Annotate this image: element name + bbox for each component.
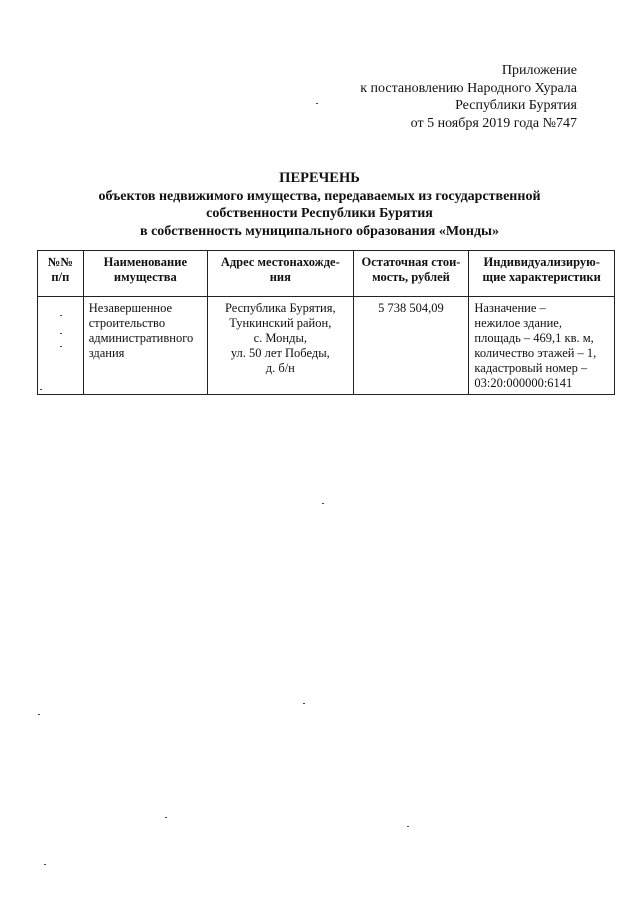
cell-address-line: Республика Бурятия, [224, 301, 336, 315]
cell-characteristics-line: площадь – 469,1 кв. м, [474, 331, 594, 345]
scan-speck [60, 333, 62, 334]
scan-speck [322, 503, 324, 504]
title-line-1: объектов недвижимого имущества, передаваемых из государственной [98, 188, 541, 204]
header-number-line-2: п/п [51, 270, 70, 284]
annex-line-2: к постановлению Народного Хурала [360, 80, 577, 96]
scan-speck [60, 315, 62, 316]
table-header-row [38, 251, 615, 297]
scan-speck [407, 826, 409, 827]
header-address-line-2: ния [269, 270, 291, 284]
scan-speck [60, 346, 62, 347]
header-name [83, 251, 207, 297]
scan-speck [40, 389, 42, 390]
header-name-line-1: Наименование [103, 255, 188, 269]
header-number [38, 251, 84, 297]
document-title [0, 170, 639, 240]
table-row [38, 297, 615, 395]
scan-speck [44, 864, 46, 865]
cell-name [83, 297, 207, 395]
cell-characteristics-line: 03:20:000000:6141 [474, 376, 573, 390]
annex-line-4: от 5 ноября 2019 года №747 [410, 115, 577, 131]
cell-cost [353, 297, 469, 395]
cell-name-line: строительство [88, 316, 166, 330]
header-cost-line-2: мость, рублей [372, 270, 450, 284]
header-address [208, 251, 354, 297]
title-line-3: в собственность муниципального образования «Монды» [140, 223, 499, 239]
cell-address-line: с. Монды, [253, 331, 307, 345]
header-characteristics-line-2: щие характеристики [482, 270, 601, 284]
cell-name-line: здания [88, 346, 125, 360]
cell-address-line: Тункинский район, [229, 316, 332, 330]
property-table [37, 250, 615, 395]
header-cost [353, 251, 469, 297]
cell-characteristics-line: кадастровый номер – [474, 361, 588, 375]
header-characteristics-line-1: Индивидуализирую- [483, 255, 600, 269]
annex-header [360, 62, 577, 132]
scan-speck [38, 714, 40, 715]
annex-line-3: Республики Бурятия [455, 98, 577, 113]
header-name-line-2: имущества [113, 270, 177, 284]
scan-speck [316, 103, 318, 104]
cell-characteristics [469, 297, 615, 395]
header-characteristics [469, 251, 615, 297]
annex-line-1: Приложение [501, 63, 577, 78]
title-heading: ПЕРЕЧЕНЬ [279, 170, 360, 186]
header-address-line-1: Адрес местонахожде- [220, 255, 340, 269]
cell-name-line: Незавершенное [88, 301, 173, 315]
cell-cost-value: 5 738 504,09 [378, 301, 444, 315]
cell-characteristics-line: нежилое здание, [474, 316, 562, 330]
cell-characteristics-line: количество этажей – 1, [474, 346, 597, 360]
cell-characteristics-line: Назначение – [474, 301, 546, 315]
scan-speck [165, 817, 167, 818]
header-cost-line-1: Остаточная стои- [361, 255, 461, 269]
cell-address [208, 297, 354, 395]
header-number-line-1: №№ [47, 255, 73, 269]
cell-name-line: административного [88, 331, 194, 345]
title-line-2: собственности Республики Бурятия [206, 206, 433, 221]
cell-address-line: д. б/н [265, 361, 295, 375]
cell-address-line: ул. 50 лет Победы, [230, 346, 330, 360]
scan-speck [303, 703, 305, 704]
